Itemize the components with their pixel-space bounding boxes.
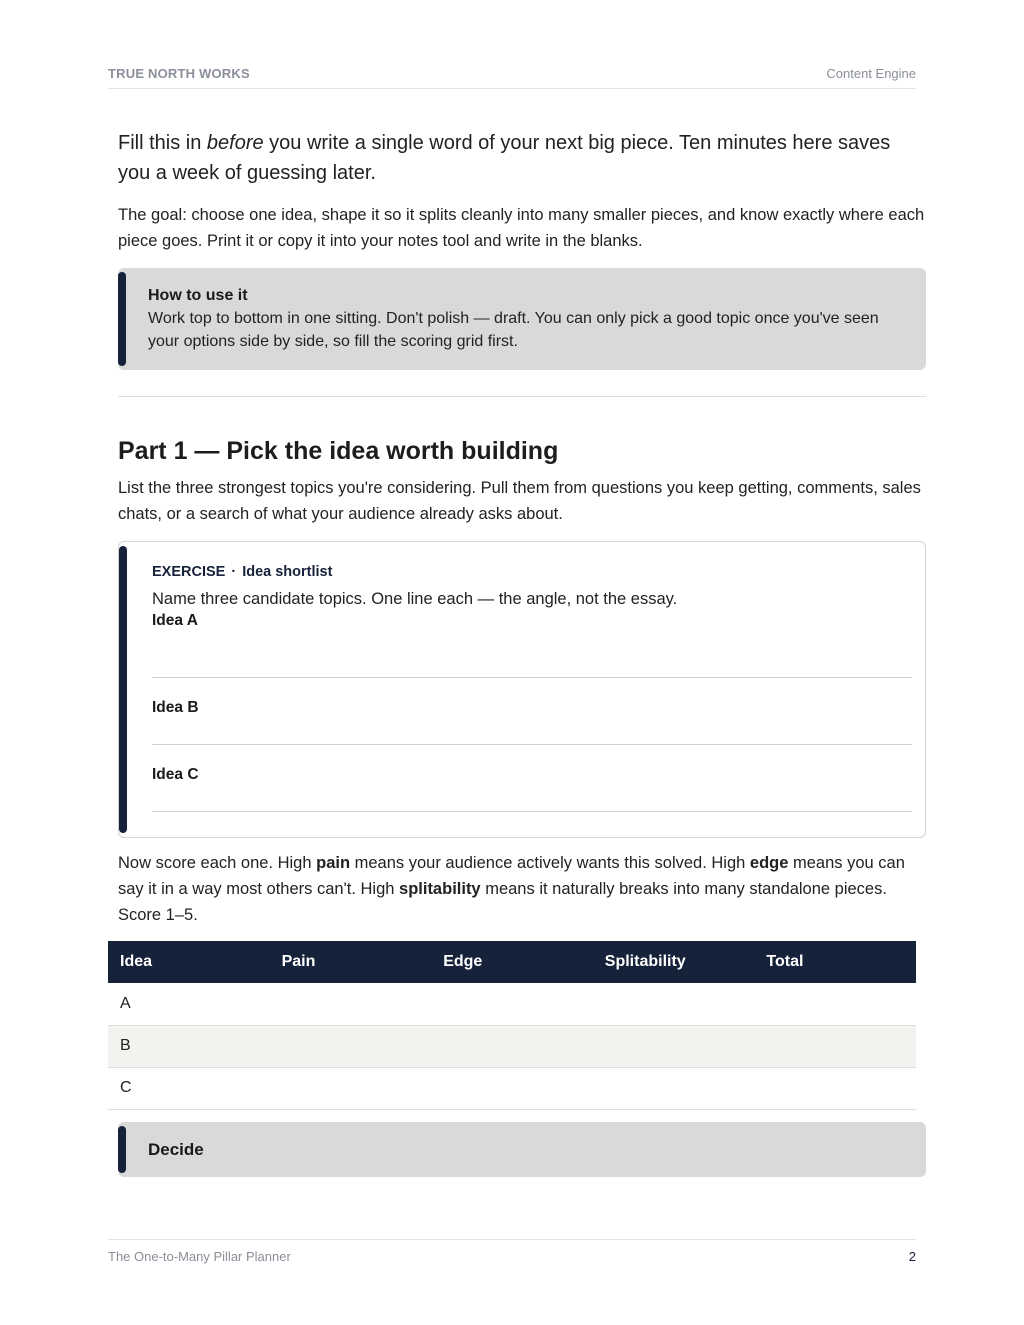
brand-name: TRUE NORTH WORKS: [108, 66, 250, 81]
page-footer: [108, 1239, 916, 1264]
col-header-edge: Edge: [431, 941, 593, 983]
part1-title: Part 1 — Pick the idea worth building: [118, 437, 559, 465]
exercise-heading: [152, 562, 912, 582]
scoring-instructions: [118, 850, 926, 928]
idea-a-field[interactable]: [152, 611, 912, 678]
row-label: B: [108, 1025, 270, 1067]
lead-text-1: Fill this in: [118, 132, 207, 154]
main-content: [118, 128, 926, 928]
pain-cell[interactable]: [270, 1025, 432, 1067]
exercise-prompt: Name three candidate topics. One line each — the angle, not the essay.: [152, 590, 678, 608]
section-divider: [118, 396, 926, 397]
idea-b-label: Idea B: [152, 699, 199, 716]
col-header-pain: Pain: [270, 941, 432, 983]
edge-cell[interactable]: [431, 1067, 593, 1109]
total-cell[interactable]: [754, 1025, 916, 1067]
part1-intro: List the three strongest topics you're considering. Pull them from questions you keep getting, comments, sales chats, or a search of what your audience already asks about.: [118, 479, 921, 523]
lead-emphasis: before: [206, 132, 264, 154]
page-header: [108, 66, 916, 89]
splitability-cell[interactable]: [593, 983, 755, 1025]
col-header-total: Total: [754, 941, 916, 983]
page-number: 2: [908, 1249, 916, 1264]
table-row: [108, 983, 916, 1025]
decide-accent-bar: [118, 1126, 126, 1173]
decide-callout: [118, 1122, 926, 1177]
exercise-tag: EXERCISE: [152, 564, 226, 580]
decide-label: Decide: [148, 1139, 204, 1159]
how-to-text: Work top to bottom in one sitting. Don't polish — draft. You can only pick a good topic once you've seen your options side by side, so fill the scoring grid first.: [148, 310, 879, 350]
edge-cell[interactable]: [431, 1025, 593, 1067]
edge-cell[interactable]: [431, 983, 593, 1025]
how-to-title: How to use it: [148, 287, 248, 304]
total-cell[interactable]: [754, 1067, 916, 1109]
idea-c-label: Idea C: [152, 766, 199, 783]
pain-cell[interactable]: [270, 1067, 432, 1109]
scoring-table: [108, 941, 916, 1110]
scoring-text-1: Now score each one. High: [118, 854, 317, 872]
total-cell[interactable]: [754, 983, 916, 1025]
scoring-text-2: means your audience actively wants this solved. High: [350, 854, 750, 872]
idea-b-field[interactable]: [152, 678, 912, 745]
col-header-splitability: Splitability: [593, 941, 755, 983]
scoring-term-pain: pain: [316, 854, 351, 872]
splitability-cell[interactable]: [593, 1025, 755, 1067]
intro-goal: The goal: choose one idea, shape it so it splits cleanly into many smaller pieces, and know exactly where each piece goes. Print it or copy it into your notes tool and write in the blanks.: [118, 206, 925, 250]
exercise-name: Idea shortlist: [242, 564, 333, 580]
exercise-box: [118, 541, 926, 838]
pain-cell[interactable]: [270, 983, 432, 1025]
footer-title: The One-to-Many Pillar Planner: [108, 1249, 291, 1264]
callout-accent-bar: [118, 272, 126, 366]
idea-a-label: Idea A: [152, 612, 198, 629]
table-row: [108, 1067, 916, 1109]
scoring-text-3: means you can say it in a way most others can't. High: [118, 854, 905, 898]
header-section: Content Engine: [826, 66, 916, 81]
col-header-idea: Idea: [108, 941, 270, 983]
scoring-term-edge: edge: [749, 854, 789, 872]
exercise-accent-bar: [119, 546, 127, 833]
how-to-callout: [118, 268, 926, 370]
table-header-row: [108, 941, 916, 983]
scoring-term-splitability: splitability: [399, 880, 481, 898]
lead-text-2: you write a single word of your next big piece. Ten minutes here saves you a week of guessing later.: [118, 132, 891, 184]
splitability-cell[interactable]: [593, 1067, 755, 1109]
table-row: [108, 1025, 916, 1067]
row-label: A: [108, 983, 270, 1025]
scoring-text-4: means it naturally breaks into many standalone pieces. Score 1–5.: [118, 880, 887, 924]
intro-lead: [118, 128, 926, 188]
exercise-separator: ·: [231, 564, 237, 580]
idea-c-field[interactable]: [152, 745, 912, 812]
row-label: C: [108, 1067, 270, 1109]
